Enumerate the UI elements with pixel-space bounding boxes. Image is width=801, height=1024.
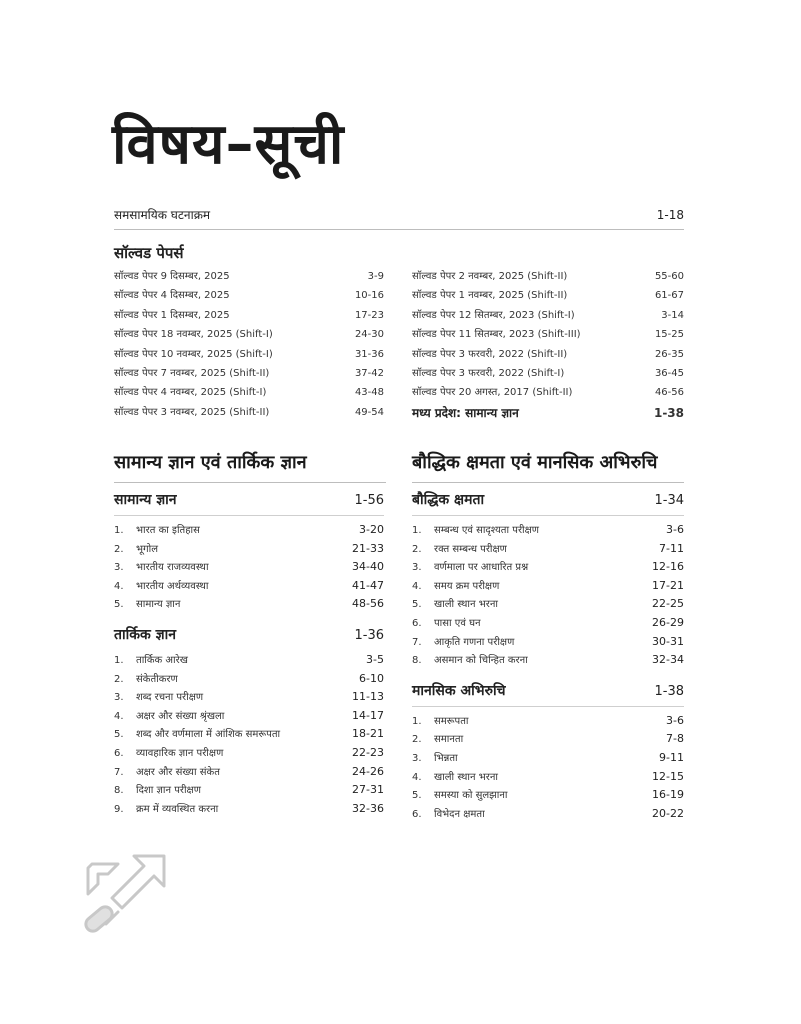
solved-papers-heading: सॉल्वड पेपर्स xyxy=(114,244,184,262)
page-title: विषय–सूची xyxy=(112,112,345,177)
intel-subheading[interactable]: बौद्धिक क्षमता 1-34 xyxy=(412,490,684,516)
list-item[interactable]: 4. भारतीय अर्थव्यवस्था 41-47 xyxy=(114,578,384,592)
solved-paper-item[interactable]: सॉल्वड पेपर 1 दिसम्बर, 2025 17-23 xyxy=(114,309,384,321)
list-item[interactable]: 1. तार्किक आरेख 3-5 xyxy=(114,652,384,666)
list-item[interactable]: 7. आकृति गणना परीक्षण 30-31 xyxy=(412,634,684,648)
list-item[interactable]: 2. समानता 7-8 xyxy=(412,732,684,746)
list-item[interactable]: 1. सम्बन्ध एवं सादृश्यता परीक्षण 3-6 xyxy=(412,523,684,536)
mp-gk-item[interactable]: मध्य प्रदेश: सामान्य ज्ञान 1-38 xyxy=(412,405,684,420)
solved-papers-left-column xyxy=(114,268,384,423)
list-item[interactable]: 5. शब्द और वर्णमाला में आंशिक समरूपता 18-21 xyxy=(114,727,384,741)
list-item[interactable]: 3. शब्द रचना परीक्षण 11-13 xyxy=(114,690,384,704)
list-item[interactable]: 2. संकेतीकरण 6-10 xyxy=(114,671,384,685)
list-item[interactable]: 1. भारत का इतिहास 3-20 xyxy=(114,523,384,536)
solved-paper-item[interactable]: सॉल्वड पेपर 1 नवम्बर, 2025 (Shift-II) 61-67 xyxy=(412,290,684,302)
right-section-heading: बौद्धिक क्षमता एवं मानसिक अभिरुचि xyxy=(412,450,684,483)
solved-papers-right-column xyxy=(412,268,684,423)
left-section-column xyxy=(114,490,384,819)
list-item[interactable]: 5. खाली स्थान भरना 22-25 xyxy=(412,597,684,611)
list-item[interactable]: 3. भिन्नता 9-11 xyxy=(412,750,684,764)
arrow-logo-icon xyxy=(78,852,168,938)
list-item[interactable]: 3. भारतीय राजव्यवस्था 34-40 xyxy=(114,560,384,574)
left-section-heading: सामान्य ज्ञान एवं तार्किक ज्ञान xyxy=(114,450,386,483)
list-item[interactable]: 8. दिशा ज्ञान परीक्षण 27-31 xyxy=(114,783,384,797)
aptitude-subheading[interactable]: मानसिक अभिरुचि 1-38 xyxy=(412,681,684,707)
solved-paper-item[interactable]: सॉल्वड पेपर 3 फरवरी, 2022 (Shift-I) 36-45 xyxy=(412,367,684,379)
solved-paper-item[interactable]: सॉल्वड पेपर 9 दिसम्बर, 2025 3-9 xyxy=(114,271,384,282)
solved-paper-item[interactable]: सॉल्वड पेपर 12 सितम्बर, 2023 (Shift-I) 3-14 xyxy=(412,309,684,321)
list-item[interactable]: 2. रक्त सम्बन्ध परीक्षण 7-11 xyxy=(412,541,684,555)
solved-paper-item[interactable]: सॉल्वड पेपर 11 सितम्बर, 2023 (Shift-III) 15-25 xyxy=(412,329,684,341)
list-item[interactable]: 7. अक्षर और संख्या संकेत 24-26 xyxy=(114,764,384,778)
solved-paper-item[interactable]: सॉल्वड पेपर 10 नवम्बर, 2025 (Shift-I) 31-36 xyxy=(114,348,384,360)
list-item[interactable]: 4. अक्षर और संख्या श्रृंखला 14-17 xyxy=(114,708,384,722)
list-item[interactable]: 1. समरूपता 3-6 xyxy=(412,713,684,727)
gk-subheading[interactable]: सामान्य ज्ञान 1-56 xyxy=(114,490,384,516)
logic-subheading[interactable]: तार्किक ज्ञान 1-36 xyxy=(114,626,384,643)
current-affairs-pages: 1-18 xyxy=(656,208,684,222)
solved-paper-item[interactable]: सॉल्वड पेपर 2 नवम्बर, 2025 (Shift-II) 55-60 xyxy=(412,271,684,282)
current-affairs-row[interactable] xyxy=(114,206,684,230)
current-affairs-label: समसामयिक घटनाक्रम xyxy=(114,208,211,222)
list-item[interactable]: 4. खाली स्थान भरना 12-15 xyxy=(412,769,684,783)
solved-paper-item[interactable]: सॉल्वड पेपर 3 फरवरी, 2022 (Shift-II) 26-35 xyxy=(412,348,684,360)
list-item[interactable]: 6. पासा एवं घन 26-29 xyxy=(412,615,684,629)
list-item[interactable]: 4. समय क्रम परीक्षण 17-21 xyxy=(412,578,684,592)
list-item[interactable]: 5. सामान्य ज्ञान 48-56 xyxy=(114,597,384,611)
list-item[interactable]: 8. असमान को चिन्हित करना 32-34 xyxy=(412,653,684,667)
solved-paper-item[interactable]: सॉल्वड पेपर 7 नवम्बर, 2025 (Shift-II) 37-42 xyxy=(114,367,384,379)
solved-paper-item[interactable]: सॉल्वड पेपर 18 नवम्बर, 2025 (Shift-I) 24-30 xyxy=(114,329,384,341)
solved-paper-item[interactable]: सॉल्वड पेपर 4 नवम्बर, 2025 (Shift-I) 43-48 xyxy=(114,387,384,399)
list-item[interactable]: 9. क्रम में व्यवस्थित करना 32-36 xyxy=(114,801,384,815)
solved-paper-item[interactable]: सॉल्वड पेपर 20 अगस्त, 2017 (Shift-II) 46-56 xyxy=(412,387,684,399)
right-section-column xyxy=(412,490,684,824)
list-item[interactable]: 3. वर्णमाला पर आधारित प्रश्न 12-16 xyxy=(412,560,684,574)
list-item[interactable]: 6. विभेदन क्षमता 20-22 xyxy=(412,806,684,820)
list-item[interactable]: 6. व्यावहारिक ज्ञान परीक्षण 22-23 xyxy=(114,745,384,759)
solved-paper-item[interactable]: सॉल्वड पेपर 3 नवम्बर, 2025 (Shift-II) 49-54 xyxy=(114,406,384,418)
list-item[interactable]: 2. भूगोल 21-33 xyxy=(114,541,384,555)
list-item[interactable]: 5. समस्या को सुलझाना 16-19 xyxy=(412,788,684,802)
solved-paper-item[interactable]: सॉल्वड पेपर 4 दिसम्बर, 2025 10-16 xyxy=(114,290,384,302)
